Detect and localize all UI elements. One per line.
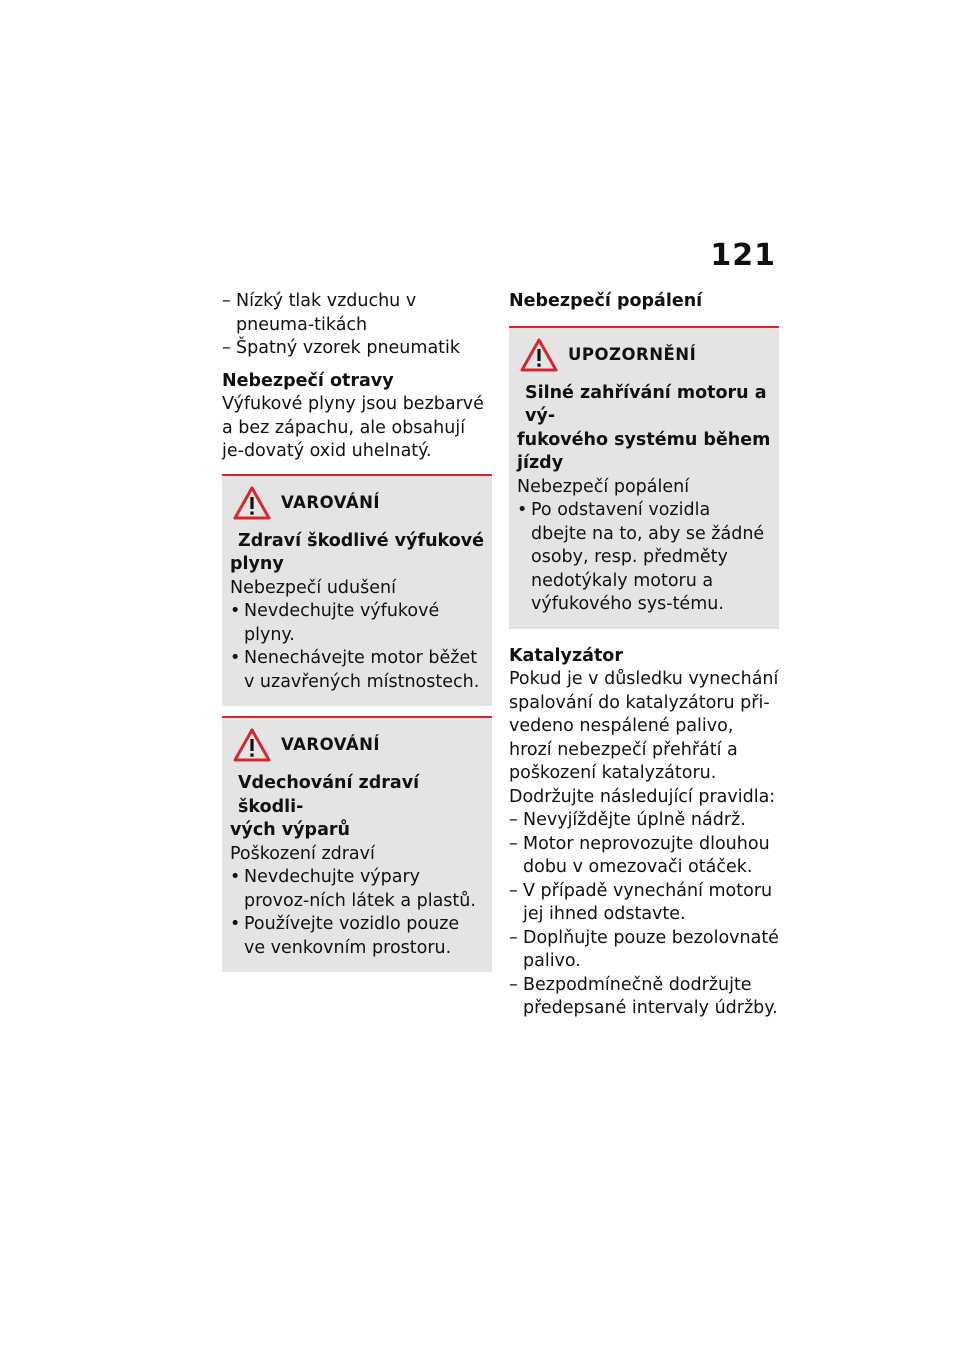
warning-box <box>222 474 492 707</box>
paragraph-poisoning: Výfukové plyny jsou bezbarvé a bez zápachu, ale obsahují je-dovatý oxid uhelnatý. <box>222 394 484 461</box>
warning-subtitle: plyny <box>230 554 284 574</box>
list-item: • Nevdechujte výpary provoz-ních látek a plastů. <box>230 867 476 911</box>
caution-subtitle: Silné zahřívání motoru a vý- <box>525 382 767 426</box>
warning-label: VAROVÁNÍ <box>281 735 381 755</box>
hazard-text: Poškození zdraví <box>230 843 375 864</box>
paragraph-catalyst: Pokud je v důsledku vynechání spalování do katalyzátoru při-vedeno nespálené palivo, hrozí nebezpečí přehřátí a poškození katalyzátoru. <box>509 669 779 783</box>
list-item: – Nevyjíždějte úplně nádrž. <box>509 810 746 830</box>
list-item: – Doplňujte pouze bezolovnaté palivo. <box>509 927 779 971</box>
caution-box <box>509 326 779 629</box>
page-number: 121 <box>710 238 776 273</box>
list-item: – Bezpodmínečně dodržujte předepsané intervaly údržby. <box>509 974 778 1018</box>
section-heading-poisoning: Nebezpečí otravy <box>222 370 394 391</box>
hazard-text: Nebezpečí udušení <box>230 577 396 598</box>
warning-subtitle: Vdechování zdraví škodli- <box>238 773 420 817</box>
hazard-text: Nebezpečí popálení <box>517 476 690 497</box>
warning-triangle-icon <box>233 728 271 762</box>
warning-triangle-icon <box>520 338 558 372</box>
warning-subtitle: vých výparů <box>230 820 350 840</box>
caution-subtitle: jízdy <box>517 453 564 473</box>
warning-triangle-icon <box>233 486 271 520</box>
caution-title <box>520 338 771 372</box>
list-item: – Motor neprovozujte dlouhou dobu v omezovači otáček. <box>509 833 770 877</box>
list-item: • Po odstavení vozidla dbejte na to, aby se žádné osoby, resp. předměty nedotýkaly motoru a výfukového sys-tému. <box>517 500 765 614</box>
list-item: – Špatný vzorek pneumatik <box>222 338 461 358</box>
section-heading-catalyst: Katalyzátor <box>509 645 623 666</box>
warning-label: VAROVÁNÍ <box>281 492 381 512</box>
caution-subtitle: fukového systému během <box>517 429 771 450</box>
section-heading-burn: Nebezpečí popálení <box>509 291 703 311</box>
list-item: • Používejte vozidlo pouze ve venkovním prostoru. <box>230 914 460 958</box>
list-item: • Nenechávejte motor běžet v uzavřených místnostech. <box>230 648 480 692</box>
list-item: – Nízký tlak vzduchu v pneuma-tikách <box>222 291 417 335</box>
caution-label: UPOZORNĚNÍ <box>568 344 697 364</box>
warning-title <box>233 486 484 520</box>
list-item: – V případě vynechání motoru jej ihned odstavte. <box>509 880 773 924</box>
left-column <box>222 290 492 972</box>
warning-box <box>222 716 492 972</box>
rules-intro: Dodržujte následující pravidla: <box>509 786 776 807</box>
list-item: • Nevdechujte výfukové plyny. <box>230 601 440 645</box>
warning-subtitle: Zdraví škodlivé výfukové <box>238 530 485 551</box>
right-column <box>509 290 779 1021</box>
warning-title <box>233 728 484 762</box>
